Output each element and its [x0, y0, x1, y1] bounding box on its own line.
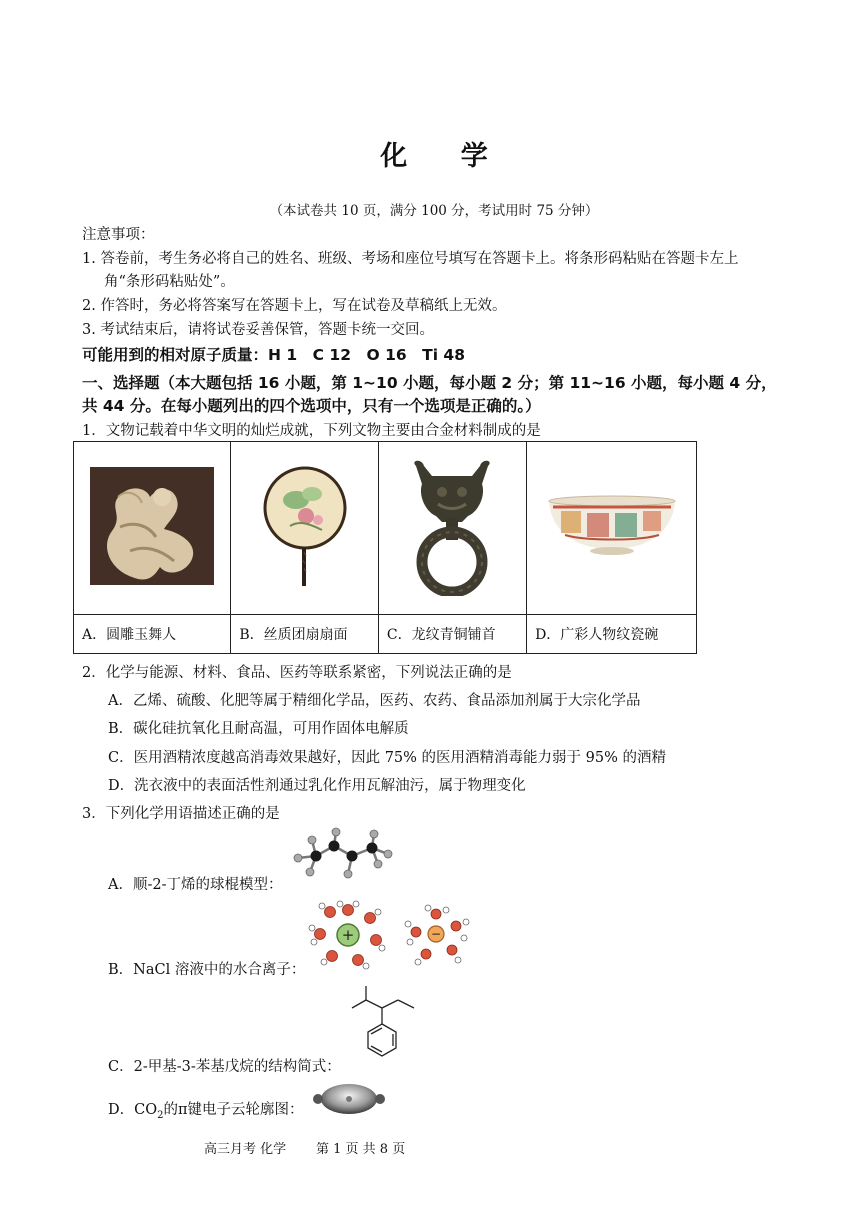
- option-d-prefix: D．CO: [108, 1102, 158, 1118]
- silk-fan-image: [260, 464, 350, 588]
- notice-heading: 注意事项：: [82, 227, 155, 243]
- notice-item-2: 2. 作答时，务必将答案写在答题卡上，写在试卷及草稿纸上无效。: [82, 298, 507, 314]
- question-3-option-a: A．顺-2-丁烯的球棍模型：: [108, 877, 283, 893]
- jade-dancer-image: [90, 467, 214, 585]
- relic-cell-d: [527, 442, 697, 615]
- option-d-subscript: 2: [157, 1109, 164, 1121]
- question-1-stem: 1．文物记载着中华文明的灿烂成就，下列文物主要由合金材料制成的是: [82, 423, 541, 439]
- bronze-knocker-image: [402, 456, 502, 596]
- question-3-stem: 3．下列化学用语描述正确的是: [82, 806, 280, 822]
- hydrated-ions-image: [306, 898, 478, 970]
- question-2-option-d: D．洗衣液中的表面活性剂通过乳化作用瓦解油污，属于物理变化: [108, 778, 526, 794]
- relic-option-c: C．龙纹青铜铺首: [378, 615, 526, 654]
- svg-text:−: −: [430, 927, 442, 941]
- relic-cell-b: [231, 442, 379, 615]
- section-heading-line1: 一、选择题（本大题包括 16 小题，第 1~10 小题，每小题 2 分；第 11~16 小题，每小题 4 分，: [82, 374, 777, 392]
- page-title: 化 学: [380, 141, 510, 172]
- question-2-option-a: A．乙烯、硫酸、化肥等属于精细化学品，医药、农药、食品添加剂属于大宗化学品: [108, 693, 641, 709]
- ball-stick-model-image: [290, 826, 400, 886]
- relic-option-d: D．广彩人物纹瓷碗: [527, 615, 697, 654]
- page-subtitle: （本试卷共 10 页，满分 100 分，考试用时 75 分钟）: [269, 203, 599, 219]
- notice-item-1-cont: 角“条形码粘贴处”。: [104, 274, 235, 290]
- question-2-option-b: B．碳化硅抗氧化且耐高温，可用作固体电解质: [108, 721, 409, 737]
- svg-text:+: +: [341, 926, 355, 944]
- notice-item-3: 3. 考试结束后，请将试卷妥善保管，答题卡统一交回。: [82, 322, 434, 338]
- skeletal-formula-image: [346, 980, 426, 1070]
- relic-cell-c: [378, 442, 526, 615]
- footer-page-number: 第 1 页 共 8 页: [316, 1142, 406, 1157]
- relic-cell-a: [74, 442, 231, 615]
- section-heading-line2: 共 44 分。在每小题列出的四个选项中，只有一个选项是正确的。）: [82, 397, 541, 415]
- question-3-option-b: B．NaCl 溶液中的水合离子：: [108, 962, 306, 978]
- question-2-stem: 2．化学与能源、材料、食品、医药等联系紧密，下列说法正确的是: [82, 665, 512, 681]
- question-3-option-c: C．2-甲基-3-苯基戊烷的结构简式：: [108, 1059, 341, 1075]
- question-2-option-c: C．医用酒精浓度越高消毒效果越好，因此 75% 的医用酒精消毒能力弱于 95% 的酒精: [108, 750, 666, 766]
- relics-table: [73, 441, 697, 654]
- question-3-option-d: [108, 1098, 304, 1121]
- relic-option-a: A．圆雕玉舞人: [74, 615, 231, 654]
- notice-item-1: 1. 答卷前，考生务必将自己的姓名、班级、考场和座位号填写在答题卡上。将条形码粘贴在答题卡左上: [82, 251, 739, 267]
- relic-option-b: B．丝质团扇扇面: [231, 615, 379, 654]
- porcelain-bowl-image: [545, 491, 679, 561]
- pi-bond-cloud-image: [310, 1079, 388, 1119]
- atomic-mass-line: 可能用到的相对原子质量：H 1 C 12 O 16 Ti 48: [82, 346, 465, 364]
- option-d-suffix: 的π键电子云轮廓图：: [163, 1102, 304, 1118]
- footer-exam-name: 高三月考 化学: [204, 1142, 287, 1157]
